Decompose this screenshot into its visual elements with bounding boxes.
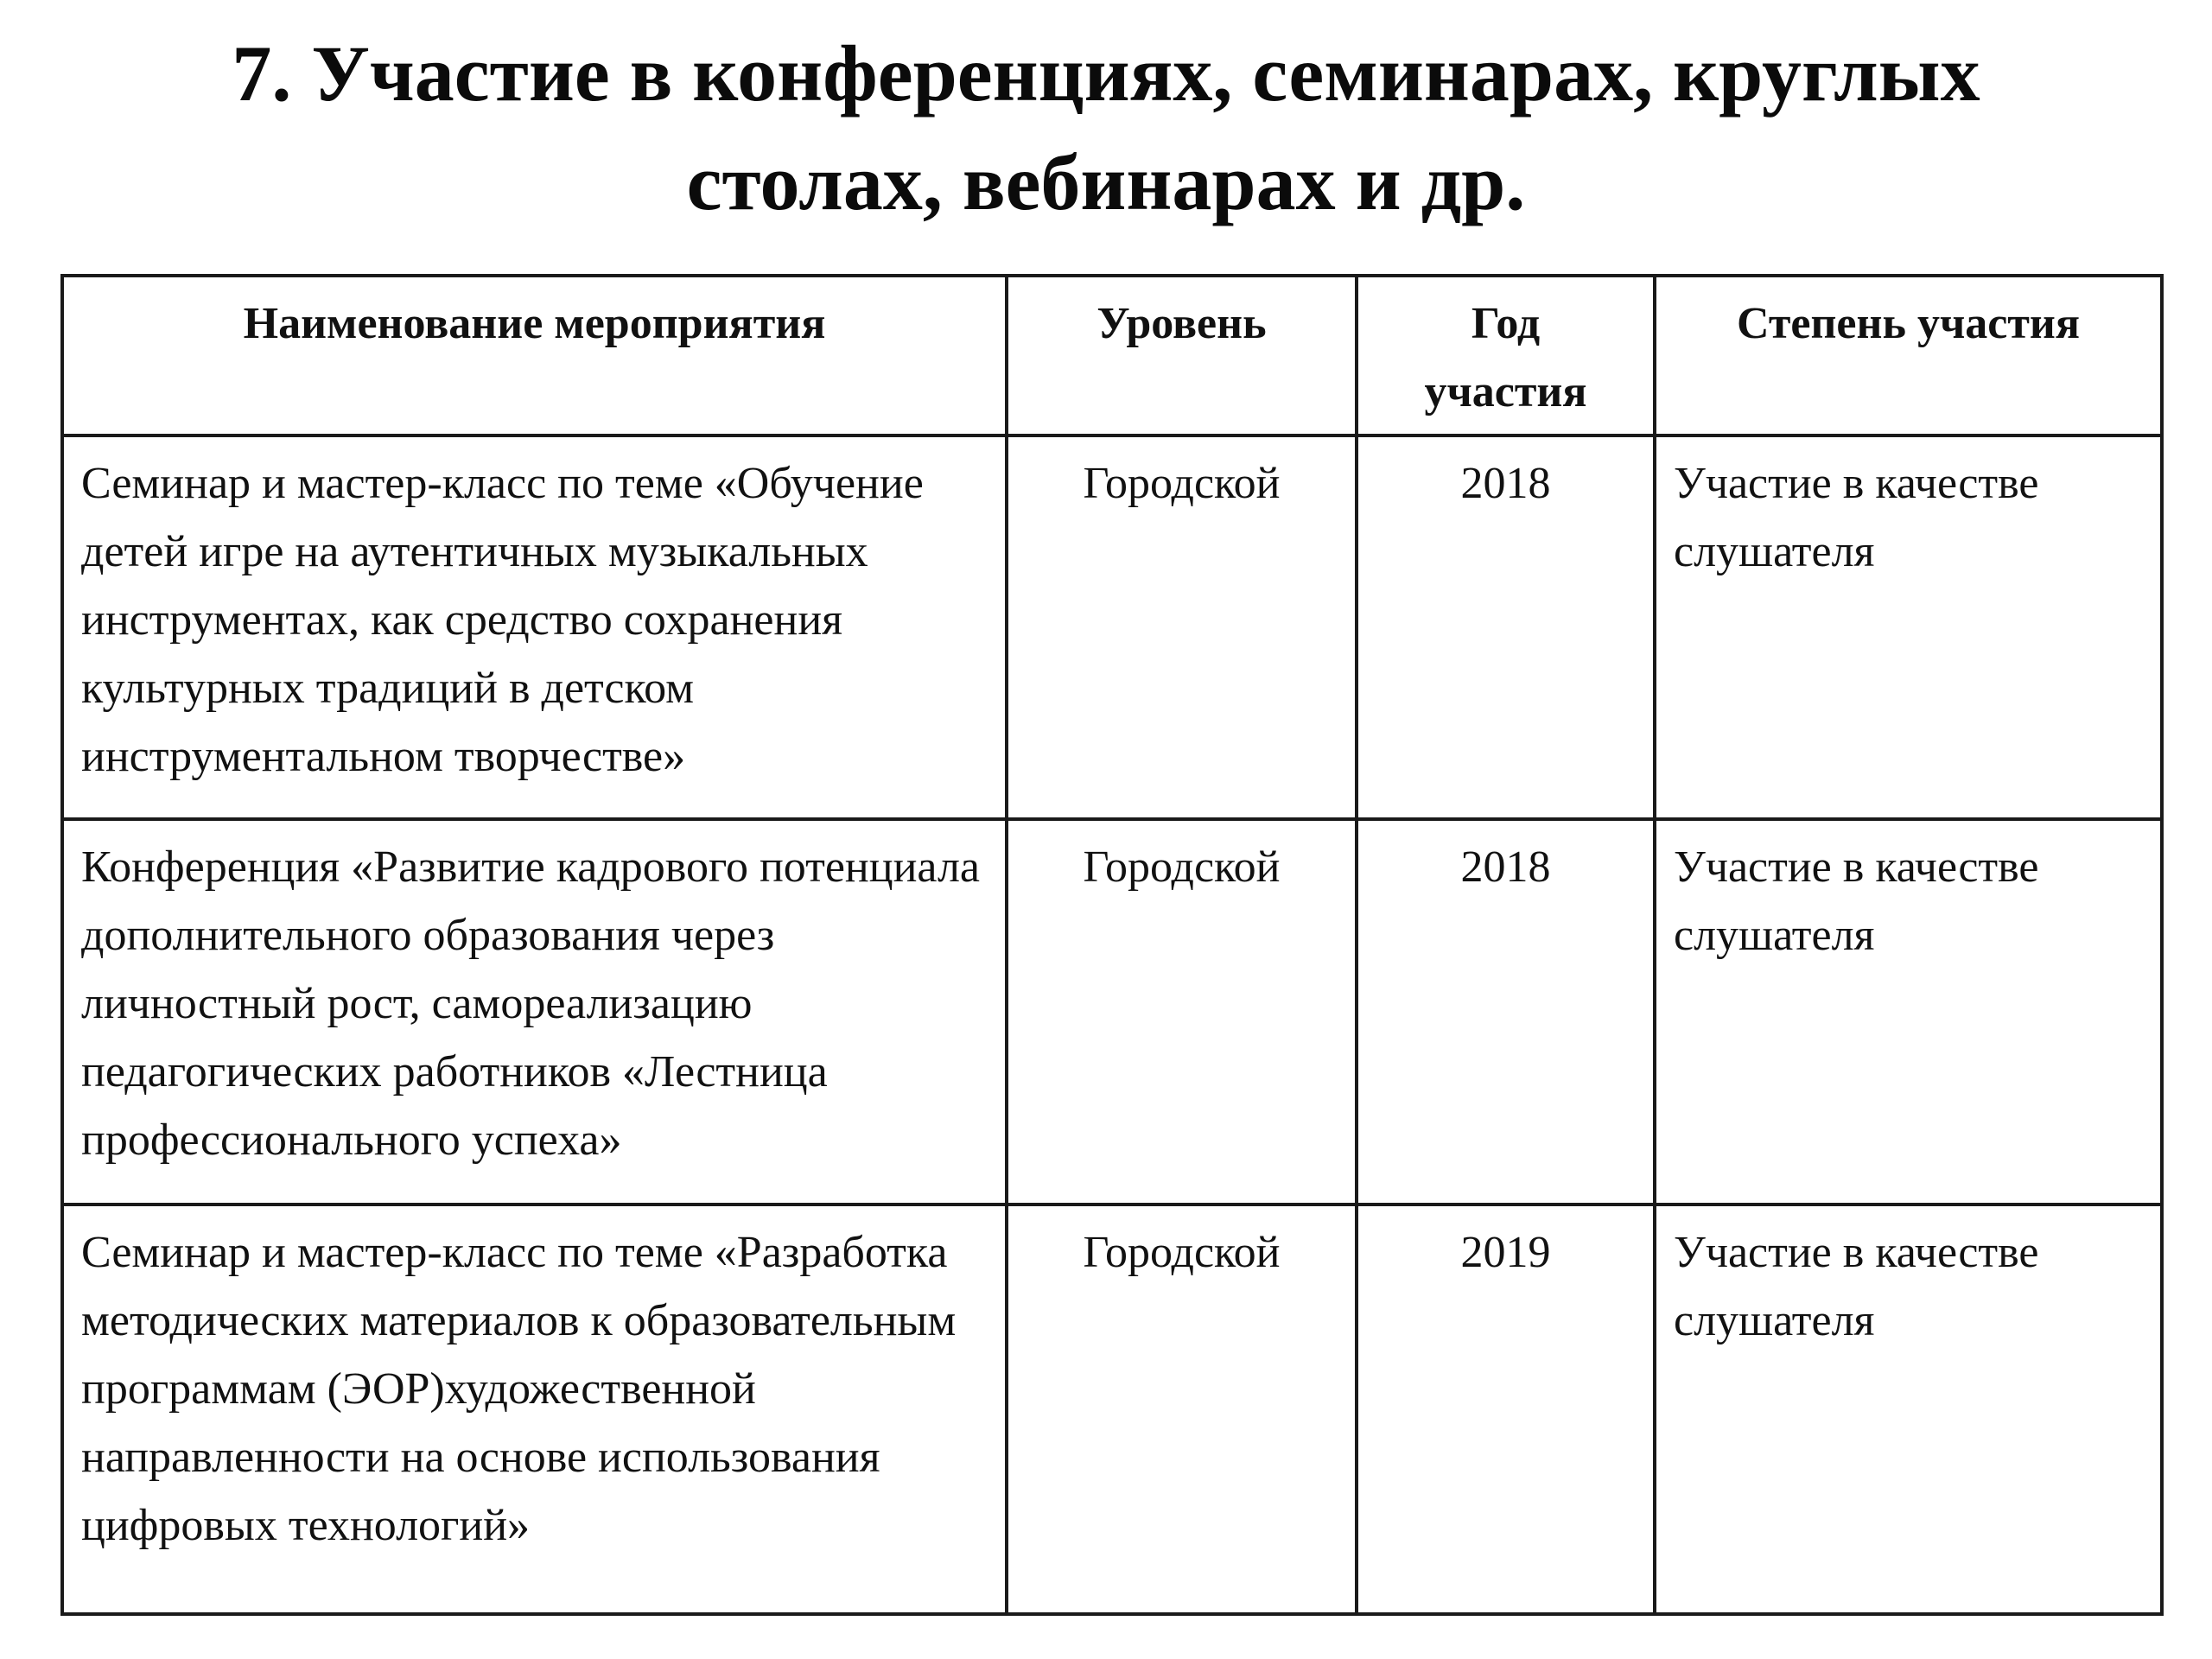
event-year-cell: 2019 (1357, 1205, 1655, 1614)
event-name-cell: Семинар и мастер-класс по теме «Разработка методических материалов к образовательным программам (ЭОР)художественной направленности на основе использования цифровых технологий» (62, 1205, 1007, 1614)
table-row (62, 435, 2162, 819)
page-title-line-2: столах, вебинарах и др. (686, 138, 1526, 226)
header-year (1357, 276, 1655, 435)
header-level: Уровень (1007, 276, 1357, 435)
header-year-line-2: участия (1424, 367, 1587, 416)
event-level-cell: Городской (1007, 435, 1357, 819)
event-name-cell: Семинар и мастер-класс по теме «Обучение детей игре на аутентичных музыкальных инструментах, как средство сохранения культурных традиций в детском инструментальном творчестве» (62, 435, 1007, 819)
event-level-cell: Городской (1007, 1205, 1357, 1614)
header-participation-degree: Степень участия (1655, 276, 2162, 435)
event-level-cell: Городской (1007, 819, 1357, 1205)
event-year-cell: 2018 (1357, 435, 1655, 819)
participation-degree-cell: Участие в качестве слушателя (1655, 819, 2162, 1205)
page-title (69, 19, 2143, 237)
participation-degree-cell: Участие в качестве слушателя (1655, 1205, 2162, 1614)
page-title-line-1: 7. Участие в конференциях, семинарах, круглых (232, 29, 1980, 118)
table-row (62, 1205, 2162, 1614)
event-year-cell: 2018 (1357, 819, 1655, 1205)
participation-degree-cell: Участие в качестве слушателя (1655, 435, 2162, 819)
event-name-cell: Конференция «Развитие кадрового потенциала дополнительного образования через личностный рост, самореализацию педагогических работников «Лестница профессионального успеха» (62, 819, 1007, 1205)
table-row (62, 819, 2162, 1205)
table-header-row (62, 276, 2162, 435)
header-event-name: Наименование мероприятия (62, 276, 1007, 435)
events-table (60, 274, 2164, 1616)
header-year-line-1: Год (1471, 299, 1541, 348)
